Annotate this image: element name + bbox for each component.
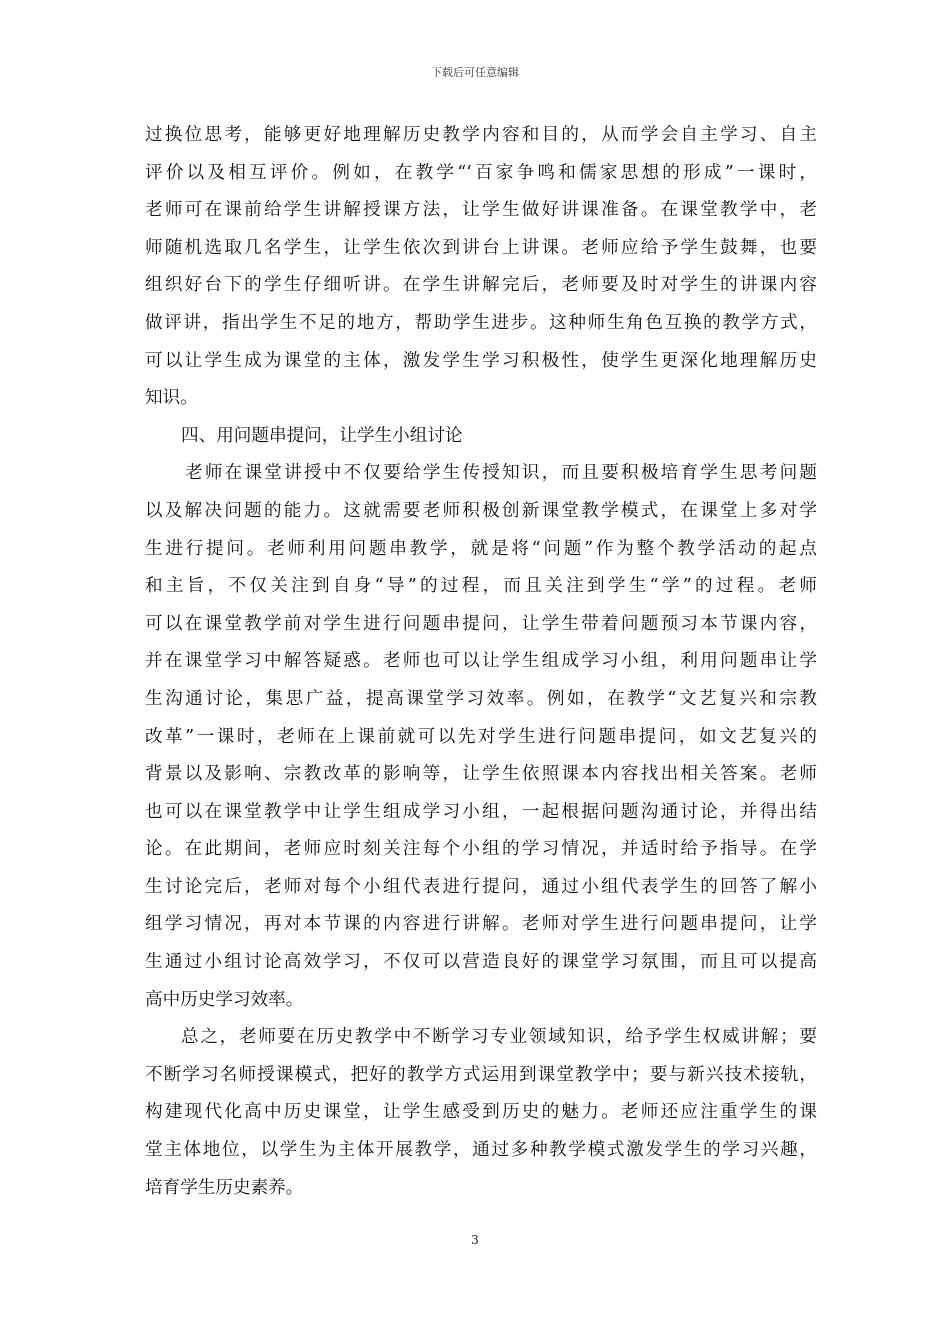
text-line: 知识。 bbox=[145, 388, 198, 409]
text-line: 培育学生历史素养。 bbox=[145, 1177, 304, 1198]
text-line: 组织好台下的学生仔细听讲。在学生讲解完后，老师要及时对学生的讲课内容 bbox=[145, 275, 817, 296]
text-line: 不断学习名师授课模式，把好的教学方式运用到课堂教学中；要与新兴技术接轨， bbox=[145, 1064, 817, 1085]
text-line: 改革”一课时，老师在上课前就可以先对学生进行问题串提问，如文艺复兴的 bbox=[145, 726, 817, 747]
document-body bbox=[145, 117, 817, 1207]
text-line: 组学习情况，再对本节课的内容进行讲解。老师对学生进行问题串提问，让学 bbox=[145, 914, 817, 935]
text-line: 可以让学生成为课堂的主体，激发学生学习积极性，使学生更深化地理解历史 bbox=[145, 350, 817, 371]
text-line: 背景以及影响、宗教改革的影响等，让学生依照课本内容找出相关答案。老师 bbox=[145, 764, 817, 785]
text-line: 构建现代化高中历史课堂，让学生感受到历史的魅力。老师还应注重学生的课 bbox=[145, 1102, 817, 1123]
text-line: 可以在课堂教学前对学生进行问题串提问，让学生带着问题预习本节课内容， bbox=[145, 613, 817, 634]
text-line: 过换位思考，能够更好地理解历史教学内容和目的，从而学会自主学习、自主 bbox=[145, 125, 817, 145]
text-line: 也可以在课堂教学中让学生组成学习小组，一起根据问题沟通讨论，并得出结 bbox=[145, 801, 817, 822]
section-heading: 四、用问题串提问，让学生小组讨论 bbox=[181, 425, 463, 446]
text-line: 师随机选取几名学生，让学生依次到讲台上讲课。老师应给予学生鼓舞，也要 bbox=[145, 237, 817, 258]
text-line: 总之，老师要在历史教学中不断学习专业领域知识，给予学生权威讲解；要 bbox=[181, 1027, 817, 1048]
text-line: 生沟通讨论，集思广益，提高课堂学习效率。例如，在教学“文艺复兴和宗教 bbox=[145, 688, 817, 709]
text-line: 生通过小组讨论高效学习，不仅可以营造良好的课堂学习氛围，而且可以提高 bbox=[145, 952, 817, 973]
page-header: 下载后可任意编辑 bbox=[431, 66, 519, 79]
page-number: 3 bbox=[471, 1233, 479, 1247]
text-line: 老师可在课前给学生讲解授课方法，让学生做好讲课准备。在课堂教学中，老 bbox=[145, 200, 817, 221]
text-line: 生讨论完后，老师对每个小组代表进行提问，通过小组代表学生的回答了解小 bbox=[145, 876, 817, 897]
text-line: 并在课堂学习中解答疑惑。老师也可以让学生组成学习小组，利用问题串让学 bbox=[145, 651, 817, 672]
text-line: 评价以及相互评价。例如，在教学“‘百家争鸣和儒家思想的形成”一课时， bbox=[145, 162, 817, 183]
text-line: 和主旨，不仅关注到自身“导”的过程，而且关注到学生“学”的过程。老师 bbox=[145, 576, 817, 597]
text-line: 生进行提问。老师利用问题串教学，就是将“问题”作为整个教学活动的起点 bbox=[145, 538, 817, 559]
text-line: 论。在此期间，老师应时刻关注每个小组的学习情况，并适时给予指导。在学 bbox=[145, 839, 817, 860]
text-line: 做评讲，指出学生不足的地方，帮助学生进步。这种师生角色互换的教学方式， bbox=[145, 312, 817, 333]
text-line: 老师在课堂讲授中不仅要给学生传授知识，而且要积极培育学生思考问题 bbox=[185, 463, 817, 484]
text-line: 以及解决问题的能力。这就需要老师积极创新课堂教学模式，在课堂上多对学 bbox=[145, 500, 817, 521]
text-line: 堂主体地位，以学生为主体开展教学，通过多种教学模式激发学生的学习兴趣， bbox=[145, 1140, 817, 1161]
text-line: 高中历史学习效率。 bbox=[145, 989, 304, 1010]
